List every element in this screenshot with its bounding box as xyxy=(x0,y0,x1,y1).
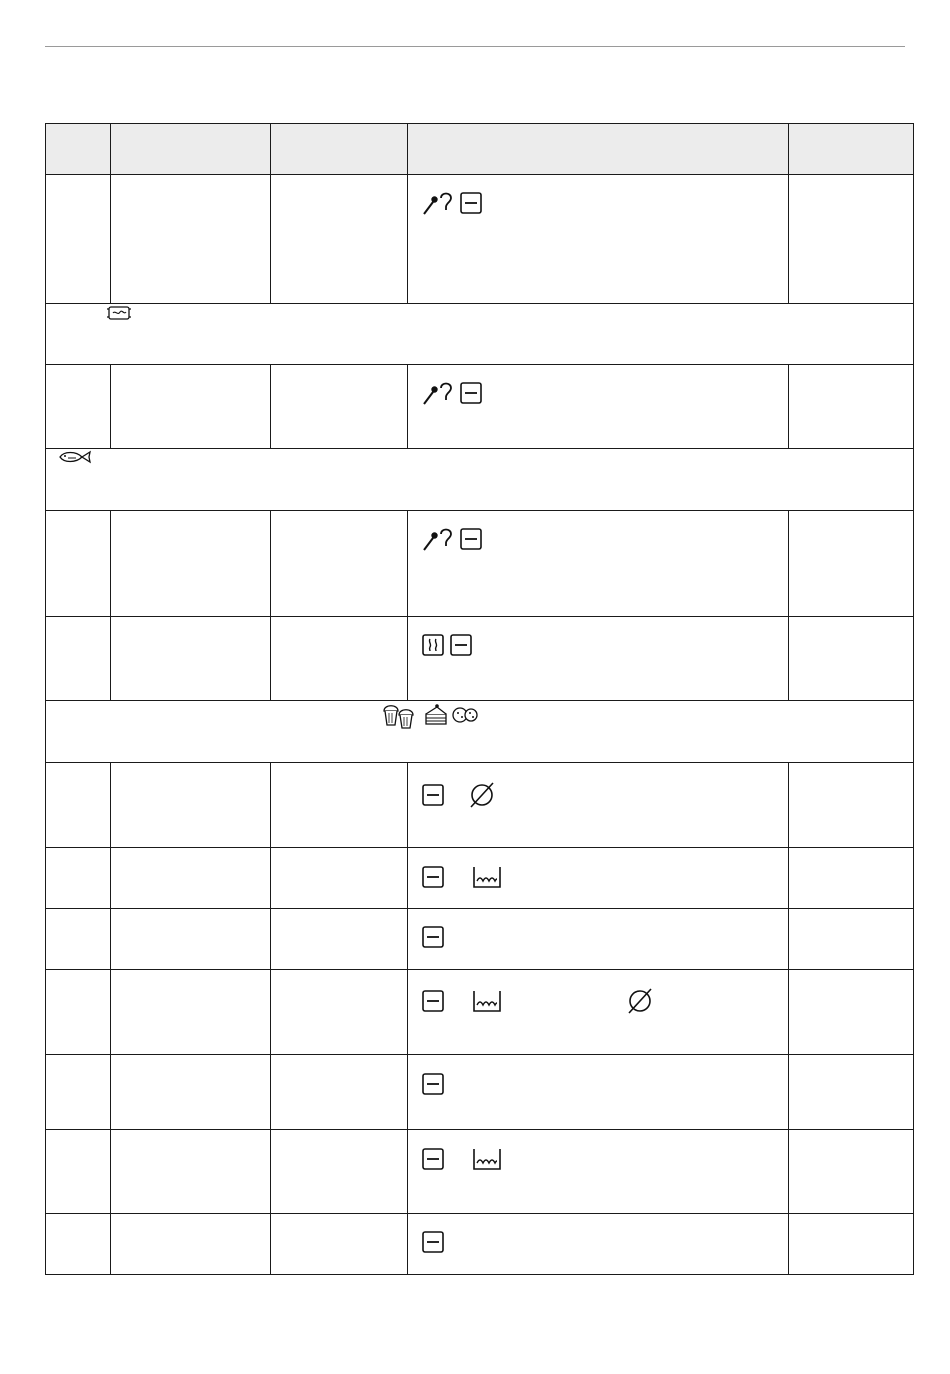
bottom-heat-icon xyxy=(421,865,445,889)
table-cell xyxy=(111,1214,271,1275)
table-cell xyxy=(271,909,408,970)
header-rule xyxy=(45,46,905,47)
table-cell xyxy=(271,175,408,304)
table-row xyxy=(46,511,914,617)
bottom-heat-icon xyxy=(459,381,483,405)
water-tray-icon xyxy=(471,864,503,890)
bottom-heat-icon xyxy=(459,191,483,215)
meat-probe-icon xyxy=(421,190,455,216)
table-cell xyxy=(46,970,111,1055)
table-cell xyxy=(46,511,111,617)
table-cell-functions xyxy=(408,175,789,304)
diameter-icon xyxy=(467,780,497,810)
table-cell xyxy=(789,175,914,304)
header-cell xyxy=(789,124,914,175)
fish-icon xyxy=(58,449,94,465)
table-cell xyxy=(789,1055,914,1130)
table-cell xyxy=(111,617,271,701)
table-row xyxy=(46,1130,914,1214)
table-cell xyxy=(111,970,271,1055)
bottom-heat-icon xyxy=(421,1072,445,1096)
table-cell xyxy=(46,1055,111,1130)
table-cell-functions xyxy=(408,1130,789,1214)
table-row xyxy=(46,848,914,909)
water-tray-icon xyxy=(471,988,503,1014)
section-row-baking xyxy=(46,701,914,763)
table-row xyxy=(46,365,914,449)
roast-tray-icon xyxy=(106,304,132,322)
table-cell xyxy=(46,909,111,970)
table-row xyxy=(46,763,914,848)
table-cell xyxy=(46,365,111,449)
bottom-heat-icon xyxy=(421,989,445,1013)
bottom-heat-icon xyxy=(449,633,473,657)
table-row xyxy=(46,909,914,970)
table-cell xyxy=(46,848,111,909)
table-cell xyxy=(271,763,408,848)
table-cell xyxy=(111,1055,271,1130)
cooking-table xyxy=(45,123,914,1275)
table-cell-functions xyxy=(408,365,789,449)
table-cell xyxy=(111,763,271,848)
table-cell xyxy=(789,970,914,1055)
table-cell xyxy=(111,1130,271,1214)
header-cell xyxy=(408,124,789,175)
table-cell xyxy=(271,365,408,449)
meat-probe-icon xyxy=(421,526,455,552)
table-cell-functions xyxy=(408,1214,789,1275)
table-cell-functions xyxy=(408,848,789,909)
table-cell-functions xyxy=(408,970,789,1055)
table-cell xyxy=(271,1055,408,1130)
water-tray-icon xyxy=(471,1146,503,1172)
table-cell xyxy=(46,617,111,701)
header-cell xyxy=(271,124,408,175)
table-cell xyxy=(46,175,111,304)
header-cell xyxy=(46,124,111,175)
section-row-roast xyxy=(46,304,914,365)
table-cell xyxy=(271,848,408,909)
header-cell xyxy=(111,124,271,175)
table-row xyxy=(46,1214,914,1275)
table-cell xyxy=(271,511,408,617)
table-cell xyxy=(789,848,914,909)
table-cell xyxy=(111,365,271,449)
table-cell xyxy=(271,1130,408,1214)
table-cell xyxy=(271,1214,408,1275)
table-cell-functions xyxy=(408,1055,789,1130)
table-row xyxy=(46,617,914,701)
table-cell xyxy=(789,909,914,970)
table-cell xyxy=(789,617,914,701)
bottom-heat-icon xyxy=(421,1230,445,1254)
table-row xyxy=(46,970,914,1055)
table-cell xyxy=(789,763,914,848)
steam-icon xyxy=(421,633,445,657)
table-cell-functions xyxy=(408,511,789,617)
table-cell-functions xyxy=(408,617,789,701)
table-row xyxy=(46,175,914,304)
section-row-fish xyxy=(46,449,914,511)
diameter-icon xyxy=(625,986,655,1016)
table-cell xyxy=(789,1214,914,1275)
table-header-row xyxy=(46,124,914,175)
bottom-heat-icon xyxy=(421,925,445,949)
bottom-heat-icon xyxy=(421,1147,445,1171)
table-cell xyxy=(111,909,271,970)
table-cell-functions xyxy=(408,909,789,970)
table-cell xyxy=(789,1130,914,1214)
meat-probe-icon xyxy=(421,380,455,406)
table-cell xyxy=(46,1214,111,1275)
muffins-icon xyxy=(381,701,421,729)
table-cell xyxy=(271,617,408,701)
cookies-icon xyxy=(451,705,479,725)
table-cell-functions xyxy=(408,763,789,848)
cake-icon xyxy=(423,702,449,728)
table-cell xyxy=(46,1130,111,1214)
table-row xyxy=(46,1055,914,1130)
bottom-heat-icon xyxy=(421,783,445,807)
table-cell xyxy=(789,365,914,449)
table-cell xyxy=(111,175,271,304)
table-cell xyxy=(111,848,271,909)
table-cell xyxy=(271,970,408,1055)
table-cell xyxy=(789,511,914,617)
table-cell xyxy=(46,763,111,848)
bottom-heat-icon xyxy=(459,527,483,551)
table-cell xyxy=(111,511,271,617)
